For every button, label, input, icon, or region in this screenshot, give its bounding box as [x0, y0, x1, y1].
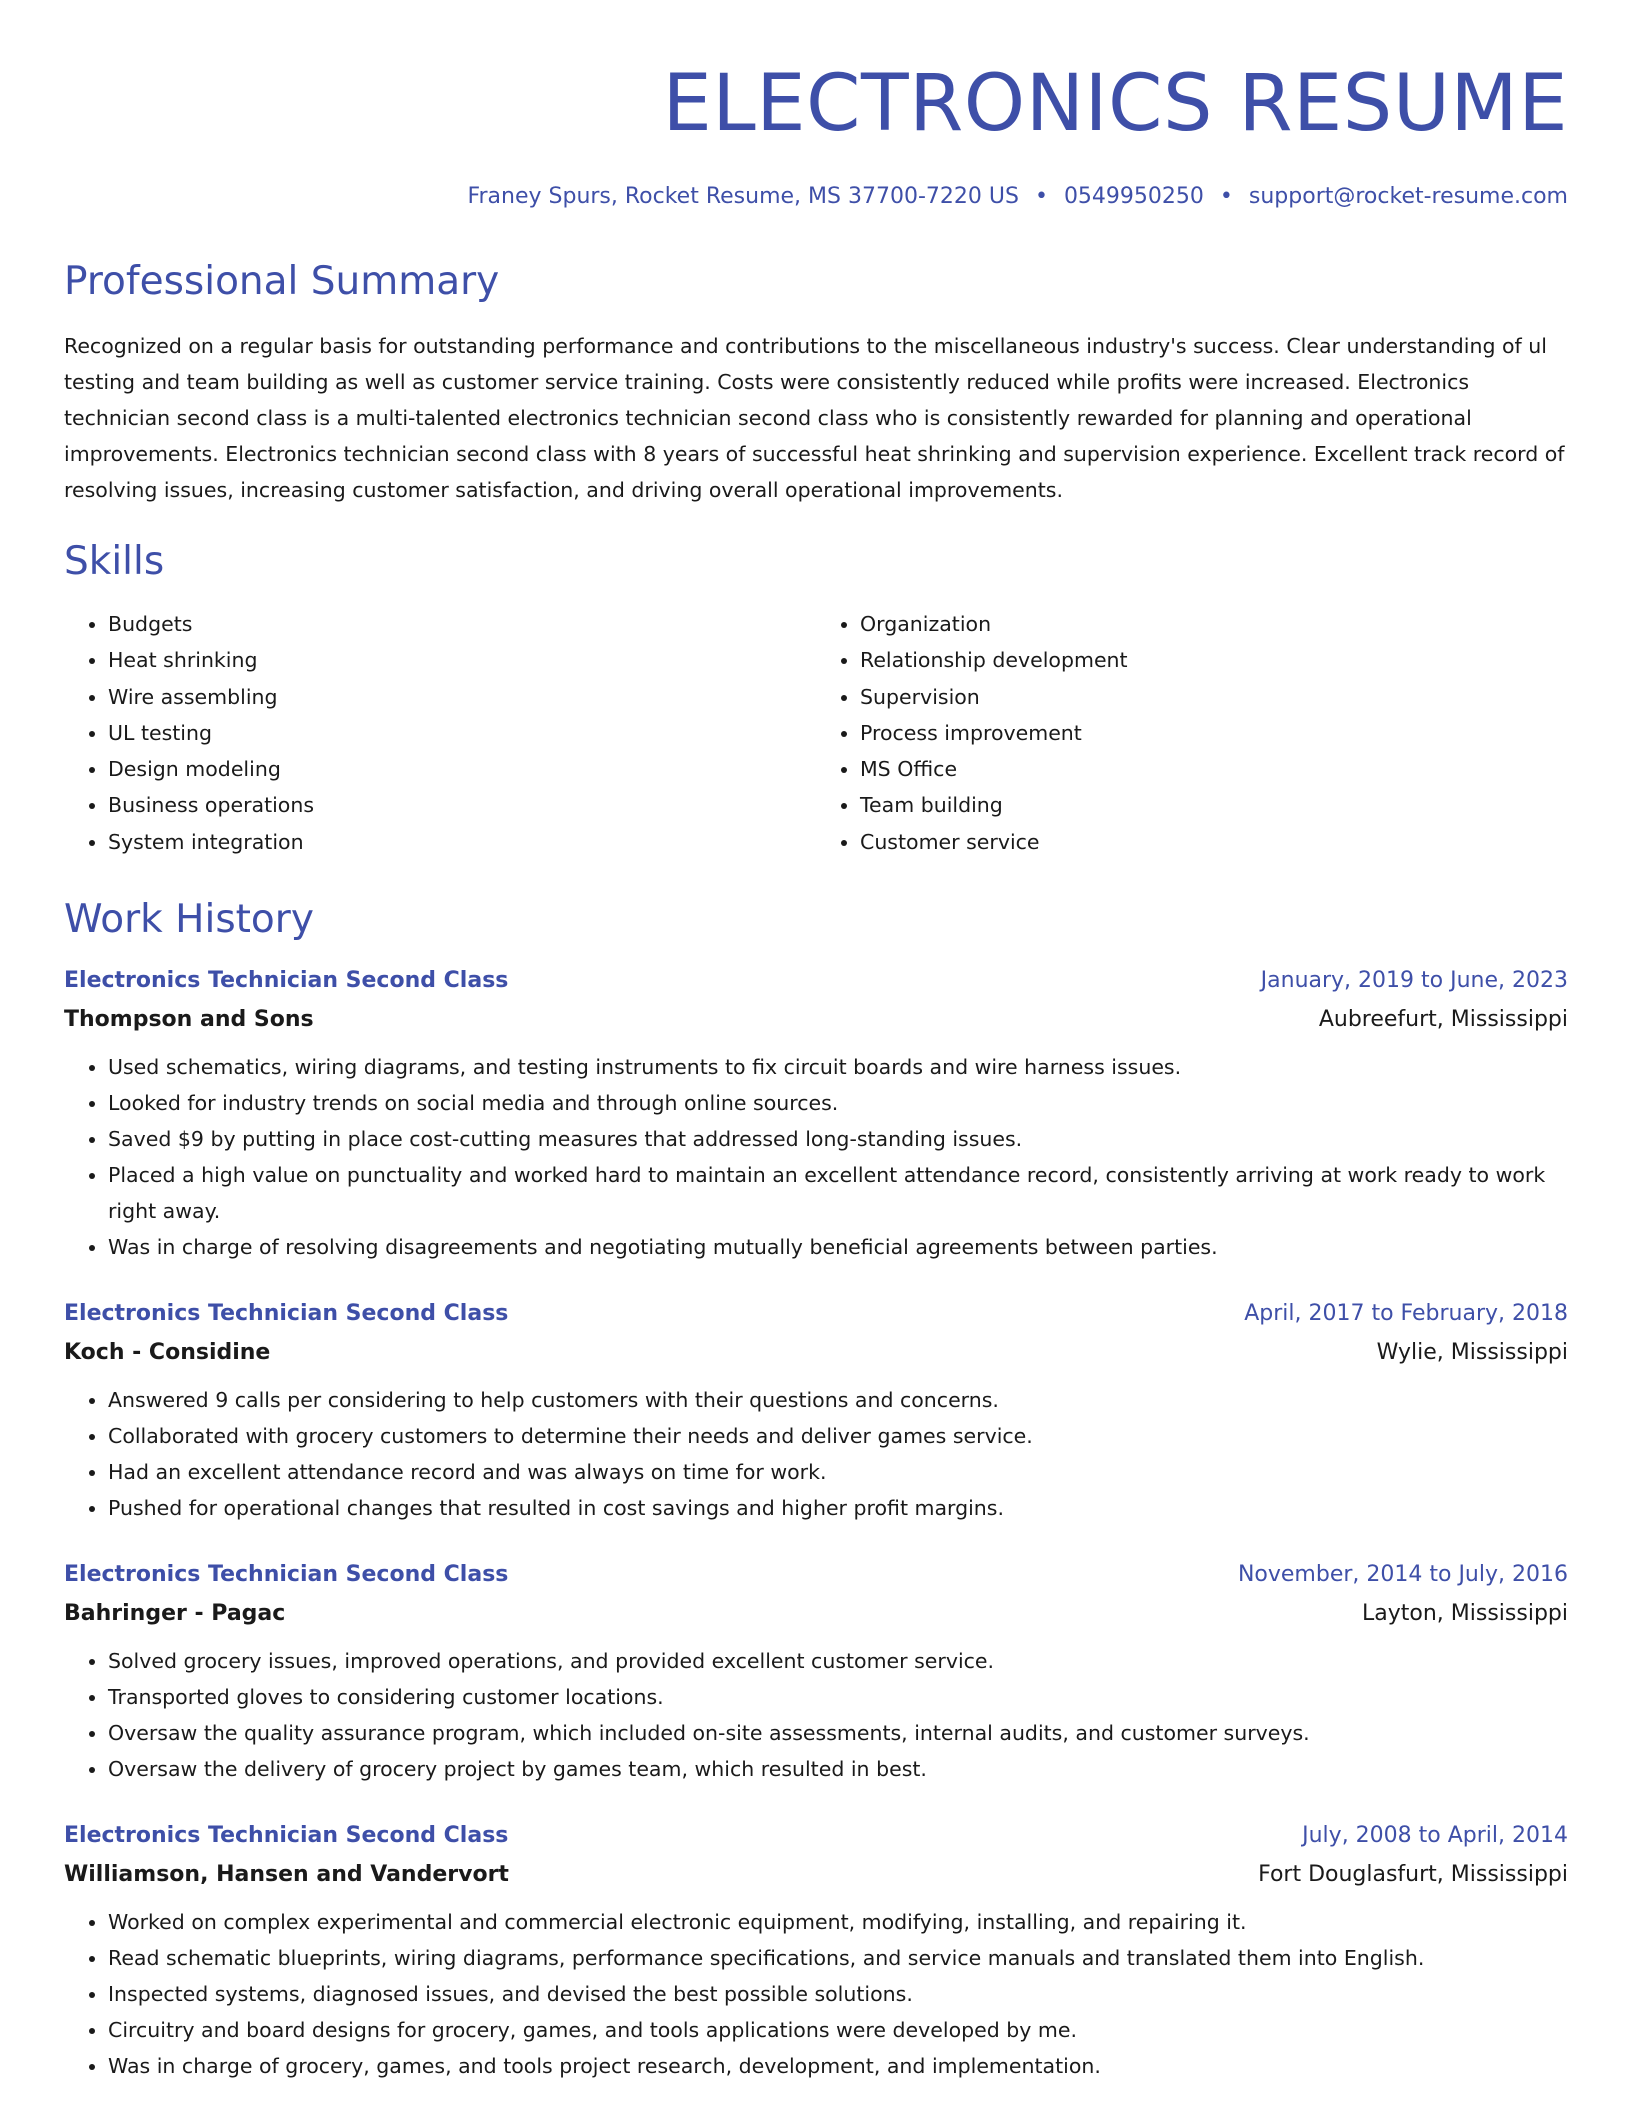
skill-item: • Budgets	[108, 606, 816, 642]
job-location: Wylie, Mississippi	[1376, 1340, 1568, 1366]
skill-item: • UL testing	[108, 715, 816, 751]
job-subheader	[64, 1860, 1568, 1890]
job-bullet: • Had an excellent attendance record and was always on time for work.	[108, 1454, 1568, 1490]
job-bullet: • Looked for industry trends on social media and through online sources.	[108, 1085, 1568, 1121]
job-bullet: • Solved grocery issues, improved operations, and provided excellent customer service.	[108, 1643, 1568, 1679]
skills-column-right	[816, 606, 1568, 860]
skill-item: • Business operations	[108, 787, 816, 823]
job-bullet: • Read schematic blueprints, wiring diagrams, performance specifications, and service manuals and translated them into English.	[108, 1940, 1568, 1976]
skill-item: • Relationship development	[860, 642, 1568, 678]
resume-title: ELECTRONICS RESUME	[662, 59, 1568, 149]
job-entry	[64, 1560, 1568, 1787]
job-bullet: • Worked on complex experimental and commercial electronic equipment, modifying, installing, and repairing it.	[108, 1904, 1568, 1940]
job-dates: April, 2017 to February, 2018	[1244, 1301, 1568, 1327]
job-bullets	[64, 1904, 1568, 2084]
skill-item: • Customer service	[860, 824, 1568, 860]
skill-item: • Supervision	[860, 679, 1568, 715]
job-location: Fort Douglasfurt, Mississippi	[1258, 1862, 1568, 1888]
skill-item: • Design modeling	[108, 751, 816, 787]
job-company: Williamson, Hansen and Vandervort	[64, 1862, 509, 1888]
job-title: Electronics Technician Second Class	[64, 1823, 509, 1849]
job-entry	[64, 1299, 1568, 1526]
job-entry	[64, 966, 1568, 1265]
job-bullet: • Was in charge of grocery, games, and tools project research, development, and implementation.	[108, 2048, 1568, 2084]
contact-address: Franey Spurs, Rocket Resume, MS 37700-7220 US	[467, 184, 1019, 209]
job-bullet: • Oversaw the quality assurance program, which included on-site assessments, internal audits, and customer surveys.	[108, 1715, 1568, 1751]
job-location: Aubreefurt, Mississippi	[1318, 1007, 1568, 1033]
job-bullet: • Pushed for operational changes that resulted in cost savings and higher profit margins.	[108, 1490, 1568, 1526]
skills-list	[64, 606, 1568, 860]
job-bullet: • Transported gloves to considering customer locations.	[108, 1679, 1568, 1715]
work-history-heading: Work History	[64, 897, 314, 943]
job-bullet: • Oversaw the delivery of grocery project by games team, which resulted in best.	[108, 1751, 1568, 1787]
contact-line	[64, 182, 1568, 212]
job-entry	[64, 1821, 1568, 2084]
skill-item: • Heat shrinking	[108, 642, 816, 678]
job-bullet: • Was in charge of resolving disagreements and negotiating mutually beneficial agreements between parties.	[108, 1229, 1568, 1265]
job-bullets	[64, 1643, 1568, 1787]
job-subheader	[64, 1599, 1568, 1629]
job-title: Electronics Technician Second Class	[64, 1301, 509, 1327]
job-bullets	[64, 1382, 1568, 1526]
job-bullets	[64, 1049, 1568, 1265]
job-subheader	[64, 1005, 1568, 1035]
job-bullet: • Collaborated with grocery customers to determine their needs and deliver games service.	[108, 1418, 1568, 1454]
job-dates: January, 2019 to June, 2023	[1260, 968, 1568, 994]
skills-column-left	[64, 606, 816, 860]
skill-item: • Process improvement	[860, 715, 1568, 751]
contact-email[interactable]: support@rocket-resume.com	[1248, 184, 1568, 209]
skill-item: • Wire assembling	[108, 679, 816, 715]
skill-item: • MS Office	[860, 751, 1568, 787]
job-dates: November, 2014 to July, 2016	[1237, 1562, 1568, 1588]
contact-separator: •	[1034, 184, 1048, 209]
job-company: Thompson and Sons	[64, 1007, 314, 1033]
skill-item: • Organization	[860, 606, 1568, 642]
summary-heading: Professional Summary	[64, 259, 500, 304]
job-title: Electronics Technician Second Class	[64, 968, 509, 994]
job-bullet: • Used schematics, wiring diagrams, and testing instruments to fix circuit boards and wire harness issues.	[108, 1049, 1568, 1085]
job-subheader	[64, 1338, 1568, 1368]
job-bullet: • Saved $9 by putting in place cost-cutting measures that addressed long-standing issues.	[108, 1121, 1568, 1157]
job-bullet: • Answered 9 calls per considering to help customers with their questions and concerns.	[108, 1382, 1568, 1418]
summary-text: Recognized on a regular basis for outstanding performance and contributions to the miscellaneous industry's success. Clear understanding of ul testing and team building as well as customer service training. Costs were consistently reduced while profits were increased. Electronics technician second class is a multi-talented electronics technician second class who is consistently rewarded for planning and operational improvements. Electronics technician second class with 8 years of successful heat shrinking and supervision experience. Excellent track record of resolving issues, increasing customer satisfaction, and driving overall operational improvements.	[64, 334, 1565, 502]
skills-heading: Skills	[64, 539, 165, 584]
job-header	[64, 966, 1568, 996]
contact-separator: •	[1219, 184, 1233, 209]
job-company: Bahringer - Pagac	[64, 1601, 286, 1627]
job-header	[64, 1299, 1568, 1329]
skill-item: • Team building	[860, 787, 1568, 823]
job-header	[64, 1821, 1568, 1851]
contact-phone: 0549950250	[1063, 184, 1204, 209]
job-title: Electronics Technician Second Class	[64, 1562, 509, 1588]
job-bullet: • Circuitry and board designs for grocery, games, and tools applications were developed by me.	[108, 2012, 1568, 2048]
job-location: Layton, Mississippi	[1362, 1601, 1568, 1627]
job-company: Koch - Considine	[64, 1340, 271, 1366]
job-bullet: • Placed a high value on punctuality and worked hard to maintain an excellent attendance record, consistently arriving at work ready to work right away.	[108, 1157, 1568, 1229]
skill-item: • System integration	[108, 824, 816, 860]
job-header	[64, 1560, 1568, 1590]
job-bullet: • Inspected systems, diagnosed issues, and devised the best possible solutions.	[108, 1976, 1568, 2012]
job-dates: July, 2008 to April, 2014	[1302, 1823, 1568, 1849]
